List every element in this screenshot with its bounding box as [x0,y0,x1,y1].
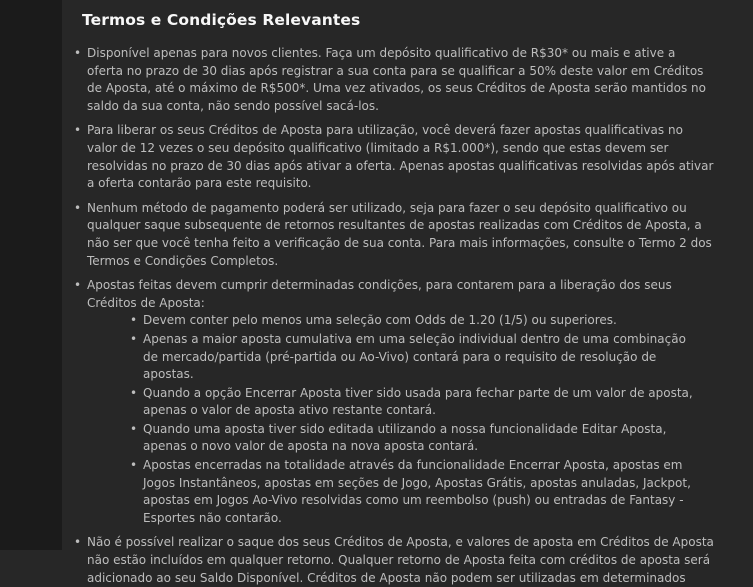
term-item [87,45,715,115]
term-item [87,122,715,192]
term-subtext: Apostas encerradas na totalidade através da funcionalidade Encerrar Aposta, apostas em Jogos Instantâneos, apostas em seções de Jogo, Apostas Grátis, apostas anuladas, Jackpot, apostas em Jogos Ao-Vivo resolvidas como um reembolso (push) ou entradas de Fantasy - Esportes não contarão. [143,458,691,525]
term-text: Nenhum método de pagamento poderá ser utilizado, seja para fazer o seu depósito qualificativo ou qualquer saque subsequente de retornos resultantes de apostas realizadas com Créditos de Aposta, a não ser que você tenha feito a verificação de sua conta. Para mais informações, consulte o Termo 2 dos Termos e Condições Completos. [87,200,712,268]
terms-panel [62,0,753,585]
left-gutter [0,0,62,550]
term-text: Apostas feitas devem cumprir determinadas condições, para contarem para a liberação dos seus Créditos de Aposta: [87,278,672,310]
terms-list [82,45,725,587]
term-subitem [143,421,703,456]
term-text: Disponível apenas para novos clientes. Faça um depósito qualificativo de R$30* ou mais e ative a oferta no prazo de 30 dias após registrar a sua conta para se qualificar a 50% deste valor em Créditos de Aposta, até o máximo de R$500*. Uma vez ativados, os seus Créditos de Aposta serão mantidos no saldo da sua conta, não sendo possível sacá-los. [87,46,706,113]
term-subitem [143,331,703,384]
term-subtext: Quando uma aposta tiver sido editada utilizando a nossa funcionalidade Editar Aposta, apenas o novo valor de aposta na nova aposta contará. [143,421,667,454]
term-subitem [143,385,703,420]
term-subitem [143,312,703,330]
term-subitem [143,457,703,527]
term-item [87,534,715,587]
term-item [87,200,715,270]
term-subtext: Devem conter pelo menos uma seleção com Odds de 1.20 (1/5) ou superiores. [143,313,617,328]
term-text: Para liberar os seus Créditos de Aposta para utilização, você deverá fazer apostas qualificativas no valor de 12 vezes o seu depósito qualificativo (limitado a R$1.000*), sendo que estas devem ser resolvidas no prazo de 30 dias após ativar a oferta. Apenas apostas qualificativas resolvidas após ativar a oferta contarão para este requisito. [87,123,714,191]
term-subtext: Quando a opção Encerrar Aposta tiver sido usada para fechar parte de um valor de aposta, apenas o valor de aposta ativo restante contará. [143,385,693,418]
term-subtext: Apenas a maior aposta cumulativa em uma seleção individual dentro de uma combinação de mercado/partida (pré-partida ou Ao-Vivo) contará para o requisito de resolução de apostas. [143,331,686,382]
term-item [87,277,715,527]
terms-sublist [87,312,715,527]
term-text: Não é possível realizar o saque dos seus Créditos de Aposta, e valores de aposta em Créditos de Aposta não estão incluídos em qualquer retorno. Qualquer retorno de Aposta feita com créditos de aposta será adicionado ao seu Saldo Disponível. Créditos de Aposta não podem ser utilizadas em determinados [87,535,714,585]
page-title: Termos e Condições Relevantes [82,11,361,29]
